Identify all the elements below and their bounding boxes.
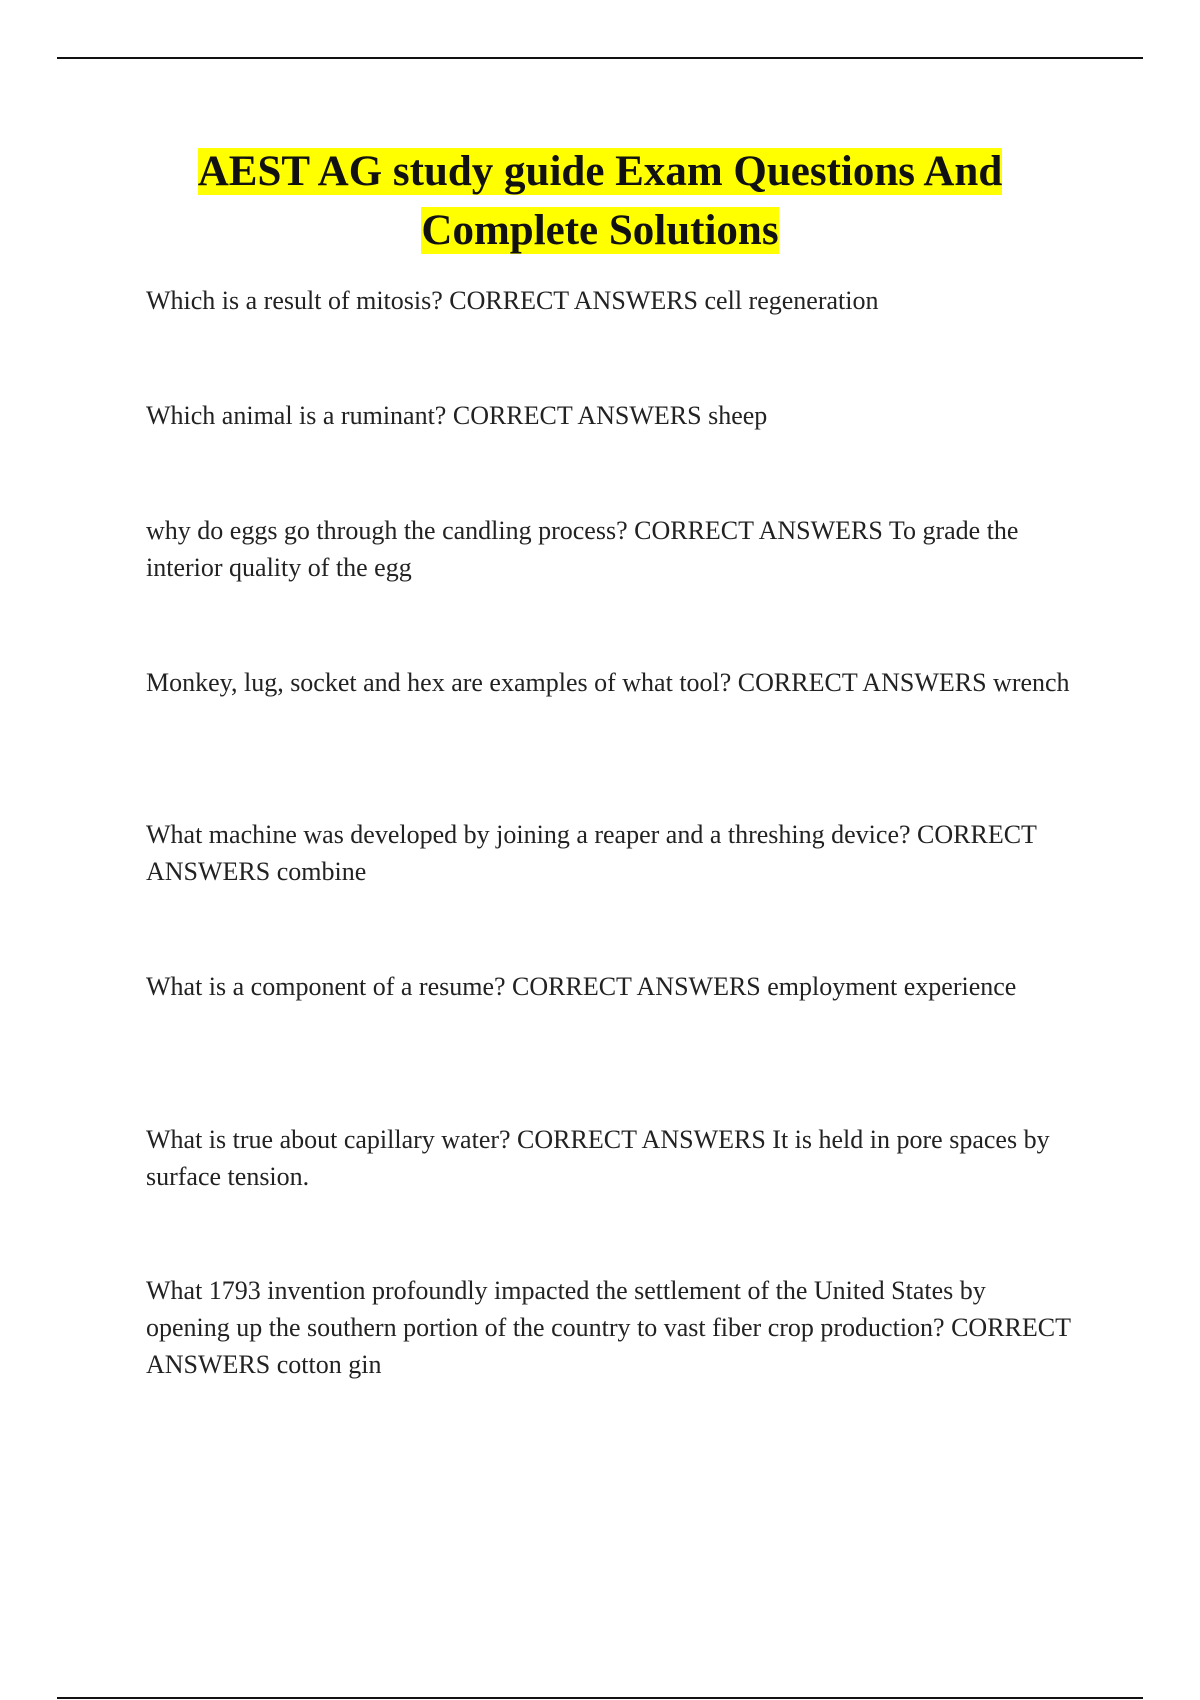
- qa-item-8: What 1793 invention profoundly impacted the settlement of the United States by opening up the southern portion of the country to vast fiber crop production? CORRECT ANSWERS cotton gin: [146, 1276, 1071, 1379]
- qa-item-4: Monkey, lug, socket and hex are examples of what tool? CORRECT ANSWERS wrench: [146, 668, 1070, 697]
- qa-item-7: What is true about capillary water? CORRECT ANSWERS It is held in pore spaces by surface tension.: [146, 1125, 1050, 1191]
- qa-item-6: What is a component of a resume? CORRECT ANSWERS employment experience: [146, 972, 1017, 1001]
- title-line-1: AEST AG study guide Exam Questions And: [197, 148, 1003, 195]
- qa-item-1: Which is a result of mitosis? CORRECT ANSWERS cell regeneration: [146, 286, 879, 315]
- page-title: [100, 142, 1100, 260]
- header-rule: [57, 57, 1143, 59]
- title-line-2: Complete Solutions: [421, 207, 779, 254]
- qa-item-2: Which animal is a ruminant? CORRECT ANSWERS sheep: [146, 401, 768, 430]
- qa-item-3: why do eggs go through the candling process? CORRECT ANSWERS To grade the interior quality of the egg: [146, 516, 1019, 582]
- footer-rule: [57, 1697, 1143, 1699]
- qa-item-5: What machine was developed by joining a reaper and a threshing device? CORRECT ANSWERS combine: [146, 820, 1037, 886]
